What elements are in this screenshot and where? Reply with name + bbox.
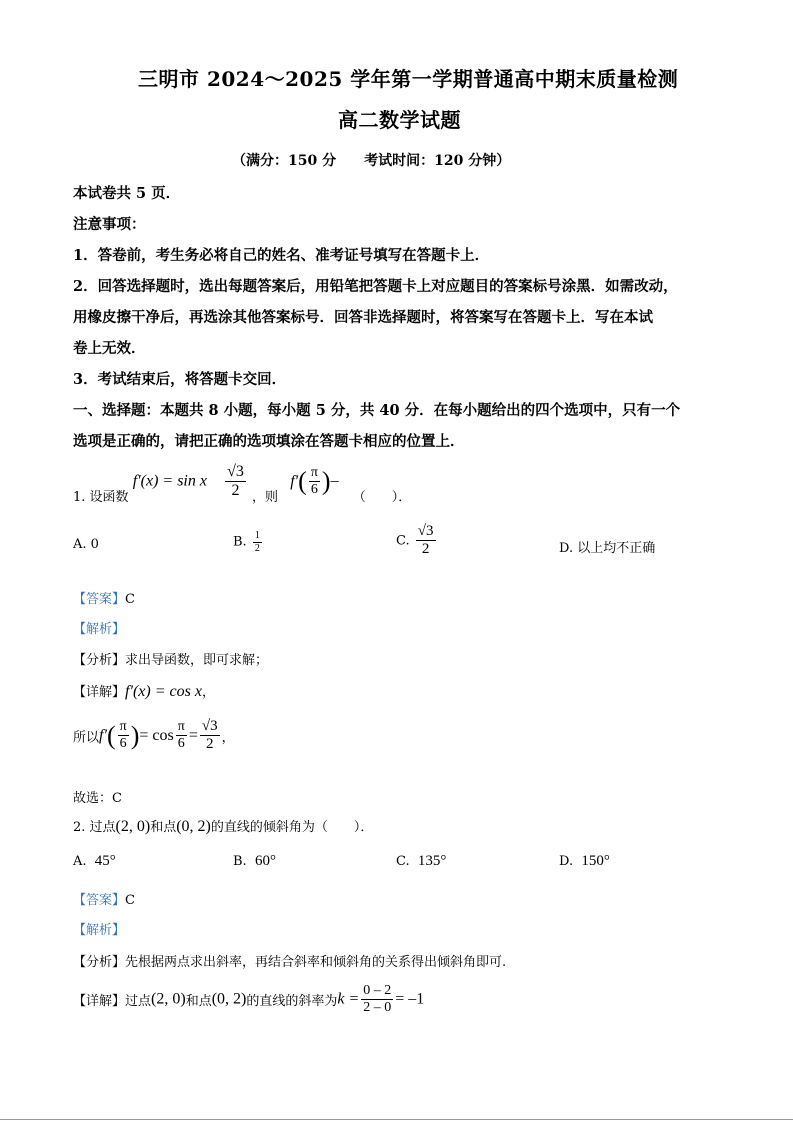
answer-value: C: [125, 592, 135, 607]
q2-option-d-label: D.: [559, 854, 574, 869]
q1-answer: [73, 588, 135, 607]
q1-option-b-fraction: [253, 530, 262, 554]
q1-deriv-pi: π: [118, 719, 129, 736]
answer-tag: 【答案】: [73, 893, 126, 908]
q2-option-a-label: A.: [73, 854, 87, 869]
q1-deriv-cos-arg: [176, 719, 187, 752]
q2-rest: 的直线的倾斜角为（ ）．: [210, 820, 374, 835]
q2-detail-pre: 过点: [125, 994, 152, 1010]
q1-deriv-eq-cos: = cos: [139, 726, 174, 744]
q2-slope-result: = –1: [395, 990, 425, 1008]
q2-option-a: [73, 853, 116, 870]
notice-item-2-line-2: 用橡皮擦干净后，再选涂其他答案标号．回答非选择题时，将答案写在答题卡上．写在本试: [73, 309, 653, 326]
fenxi-tag: 【分析】: [73, 955, 126, 970]
q1-analysis-tag: 【解析】: [73, 622, 126, 637]
section-heading-line-2: 选项是正确的，请把正确的选项填涂在答题卡相应的位置上．: [73, 433, 465, 450]
fenxi-tag: 【分析】: [73, 653, 126, 668]
detail-tag: 【详解】: [73, 994, 126, 1010]
q2-option-b-value: 60°: [254, 853, 276, 869]
q2-option-d: [559, 853, 610, 870]
notice-heading: 注意事项：: [73, 216, 146, 233]
q1-option-c-num: √3: [416, 523, 436, 541]
q1-deriv-pi-over-6: [118, 719, 129, 752]
q1-option-c-label: C.: [396, 533, 410, 549]
q1-deriv-result: [200, 718, 220, 754]
q2-slope-num: 0 – 2: [361, 983, 393, 1000]
fenxi-text: 求出导函数，即可求解；: [125, 653, 269, 668]
q2-slope-k: k =: [337, 990, 360, 1008]
page-bottom-divider: [0, 1119, 793, 1120]
q2-slope-fraction: [361, 983, 393, 1016]
q1-detail: [73, 681, 215, 701]
notice-item-2-line-3: 卷上无效．: [73, 340, 146, 357]
q2-slope-den: 2 – 0: [363, 1000, 392, 1016]
q2-detail-point-1: (2, 0): [151, 990, 186, 1008]
q2-detail-and: 和点: [185, 994, 212, 1010]
q1-derivation: [73, 718, 235, 754]
q2-fenxi: [73, 951, 506, 970]
answer-value: C: [125, 893, 135, 908]
detail-tag: 【详解】: [73, 685, 126, 700]
q1-deriv-comma: ，: [221, 730, 235, 746]
q1-fraction-sqrt3-over-2: [225, 463, 246, 501]
q1-suoyi: 所以: [73, 730, 100, 746]
q1-deriv-fprime: f′: [99, 726, 107, 744]
q1-deriv-pi-b: π: [176, 719, 187, 736]
q1-stem: [73, 458, 411, 505]
q1-detail-expr: f′(x) = cos x: [125, 683, 202, 700]
answer-tag: 【答案】: [73, 592, 126, 607]
q1-option-b-den: 2: [254, 542, 260, 554]
q2-option-d-value: 150°: [581, 853, 610, 869]
q1-fprime: f′: [290, 472, 299, 490]
q1-option-c-fraction: [416, 523, 436, 559]
q2-point-2: (0, 2): [176, 818, 211, 835]
q1-fenxi: [73, 649, 268, 668]
q2-option-b: [233, 853, 276, 870]
q1-frac-den: 2: [231, 482, 240, 499]
q1-deriv-two: 2: [205, 736, 214, 753]
q2-detail: [73, 983, 424, 1016]
q1-option-b-label: B.: [233, 534, 247, 550]
notice-item-2-line-1: 2．回答选择题时，选出每题答案后，用铅笔把答题卡上对应题目的答案标号涂黑．如需改动，: [73, 278, 678, 295]
q1-deriv-six-b: 6: [177, 736, 185, 752]
q2-point-1: (2, 0): [115, 818, 151, 835]
q1-choose: 故选：C: [73, 791, 122, 806]
q2-stem: [73, 816, 373, 836]
q1-detail-comma: ，: [201, 685, 215, 700]
notice-item-1: 1．答卷前，考生务必将自己的姓名、准考证号填写在答题卡上．: [73, 247, 490, 264]
q1-option-c: [396, 523, 438, 559]
q1-deriv-rparen: ): [130, 720, 140, 750]
q1-deriv-six: 6: [119, 736, 127, 752]
q1-frac-num: √3: [225, 463, 246, 482]
q2-option-a-value: 45°: [94, 853, 116, 869]
q2-detail-point-2: (0, 2): [211, 990, 247, 1008]
q1-prefix: 1. 设函数: [73, 490, 129, 505]
q1-deriv-lparen: (: [106, 720, 116, 750]
q2-answer: [73, 889, 135, 908]
q1-lparen: (: [298, 466, 307, 496]
q1-option-b-num: 1: [254, 530, 260, 541]
q1-then: ，则: [252, 490, 279, 505]
q2-analysis-tag: 【解析】: [73, 923, 126, 938]
section-heading-line-1: 一、选择题：本题共 8 小题，每小题 5 分，共 40 分．在每小题给出的四个选项中，只有一个: [73, 402, 681, 419]
q1-option-b: [233, 530, 264, 554]
q1-pi-over-6: [309, 465, 320, 498]
q1-deriv-sqrt3: √3: [200, 718, 220, 736]
q1-option-c-den: 2: [421, 541, 430, 558]
q2-and: 和点: [150, 820, 177, 835]
q2-option-b-label: B.: [233, 854, 247, 869]
q1-option-a: A. 0: [73, 537, 99, 552]
q1-blank: （ ）．: [352, 490, 412, 505]
q1-rparen: ): [321, 466, 331, 496]
q1-six: 6: [310, 482, 318, 497]
q2-option-c-label: C.: [396, 854, 410, 869]
exam-info: （满分：150 分 考试时间：120 分钟）: [232, 153, 511, 169]
notice-item-3: 3．考试结束后，将答题卡交回．: [73, 371, 287, 388]
notice-pages: 本试卷共 5 页．: [73, 185, 181, 202]
q2-option-c-value: 135°: [417, 853, 447, 869]
q2-option-c: [396, 853, 446, 870]
q1-pi: π: [309, 465, 320, 482]
q1-option-d: D. 以上均不正确: [559, 541, 656, 556]
page-subtitle: 高二数学试题: [338, 108, 461, 132]
fenxi-text: 先根据两点求出斜率，再结合斜率和倾斜角的关系得出倾斜角即可.: [125, 955, 507, 970]
q2-detail-rest: 的直线的斜率为: [246, 994, 338, 1010]
q1-function: f′(x) = sin x: [132, 472, 207, 490]
page-title: 三明市 2024～2025 学年第一学期普通高中期末质量检测: [138, 67, 679, 91]
q1-dash: –: [330, 472, 339, 490]
q1-deriv-eq: =: [188, 726, 198, 744]
q2-prefix: 2. 过点: [73, 820, 116, 835]
